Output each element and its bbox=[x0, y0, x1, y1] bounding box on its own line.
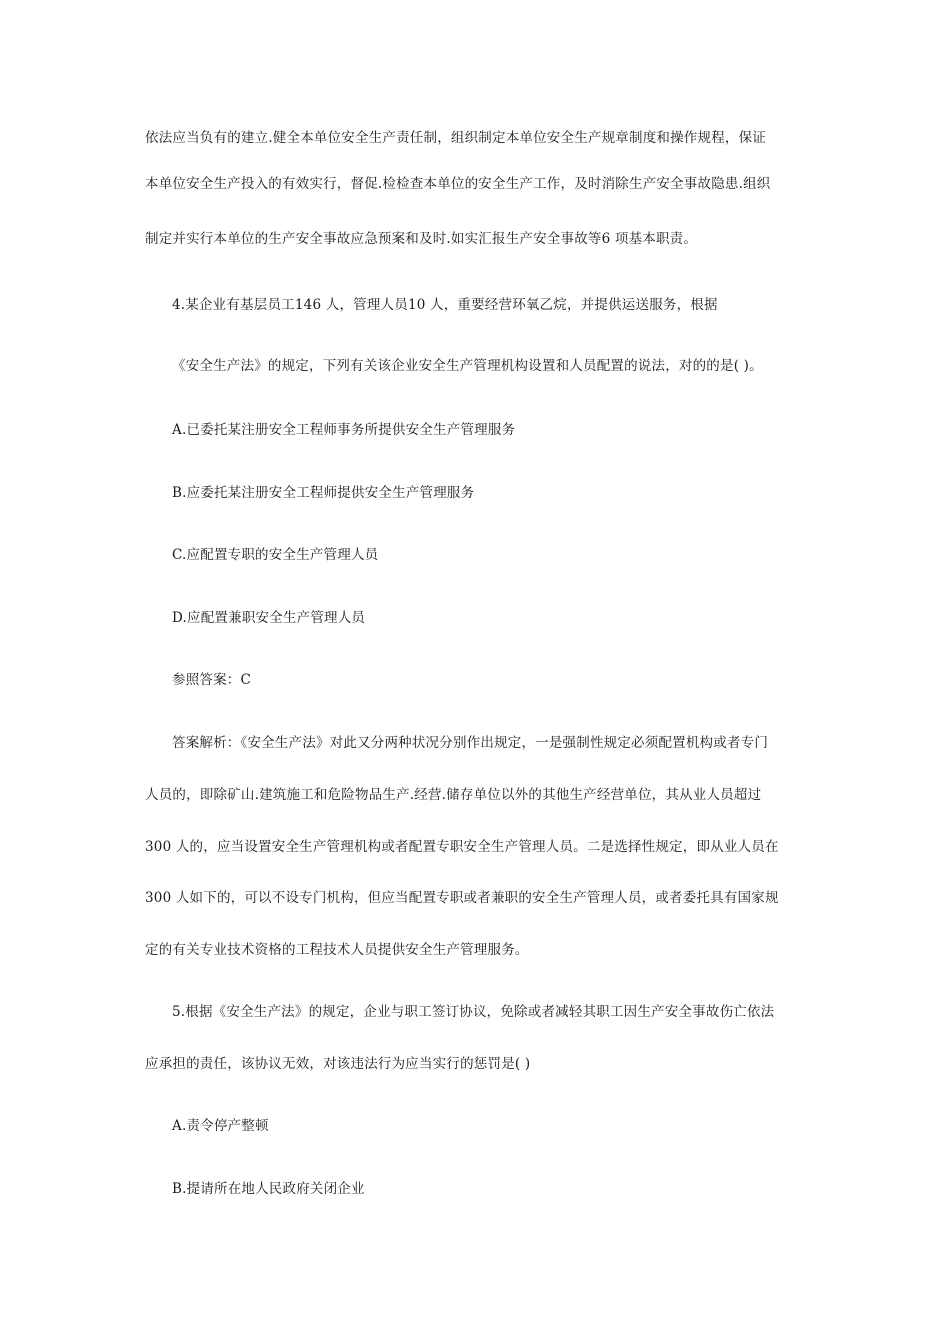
question-4-line-1: 4.某企业有基层员工146 人，管理人员10 人，重要经营环氧乙烷，并提供运送服务，根据 bbox=[172, 297, 718, 313]
question-4-line-2: 《安全生产法》的规定，下列有关该企业安全生产管理机构设置和人员配置的说法，对的的是( )。 bbox=[172, 358, 763, 374]
option-a: A.已委托某注册安全工程师事务所提供安全生产管理服务 bbox=[172, 422, 516, 438]
paragraph-line-1: 依法应当负有的建立.健全本单位安全生产责任制，组织制定本单位安全生产规章制度和操作规程，保证 bbox=[145, 130, 766, 146]
option-c: C.应配置专职的安全生产管理人员 bbox=[172, 547, 379, 563]
reference-answer: 参照答案：C bbox=[172, 672, 252, 688]
paragraph-line-2: 本单位安全生产投入的有效实行，督促.检检查本单位的安全生产工作，及时消除生产安全事故隐患.组织 bbox=[145, 176, 771, 192]
answer-analysis-line-2: 人员的，即除矿山.建筑施工和危险物品生产.经营.储存单位以外的其他生产经营单位，其从业人员超过 bbox=[145, 787, 762, 803]
answer-analysis-line-3: 300 人的，应当设置安全生产管理机构或者配置专职安全生产管理人员。二是选择性规定，即从业人员在 bbox=[145, 839, 779, 855]
question-5-line-1: 5.根据《安全生产法》的规定，企业与职工签订协议，免除或者减轻其职工因生产安全事故伤亡依法 bbox=[172, 1004, 775, 1020]
option-d: D.应配置兼职安全生产管理人员 bbox=[172, 610, 366, 626]
answer-analysis-line-5: 定的有关专业技术资格的工程技术人员提供安全生产管理服务。 bbox=[145, 942, 529, 958]
option-b: B.应委托某注册安全工程师提供安全生产管理服务 bbox=[172, 485, 475, 501]
answer-analysis-line-4: 300 人如下的，可以不设专门机构，但应当配置专职或者兼职的安全生产管理人员，或者委托具有国家规 bbox=[145, 890, 779, 906]
question-5-line-2: 应承担的责任，该协议无效，对该违法行为应当实行的惩罚是( ) bbox=[145, 1056, 531, 1072]
answer-analysis-line-1: 答案解析：《安全生产法》对此又分两种状况分别作出规定，一是强制性规定必须配置机构或者专门 bbox=[172, 735, 769, 751]
option-a-q5: A.责令停产整顿 bbox=[172, 1118, 269, 1134]
option-b-q5: B.提请所在地人民政府关闭企业 bbox=[172, 1181, 365, 1197]
paragraph-line-3: 制定并实行本单位的生产安全事故应急预案和及时.如实汇报生产安全事故等6 项基本职责。 bbox=[145, 231, 698, 247]
